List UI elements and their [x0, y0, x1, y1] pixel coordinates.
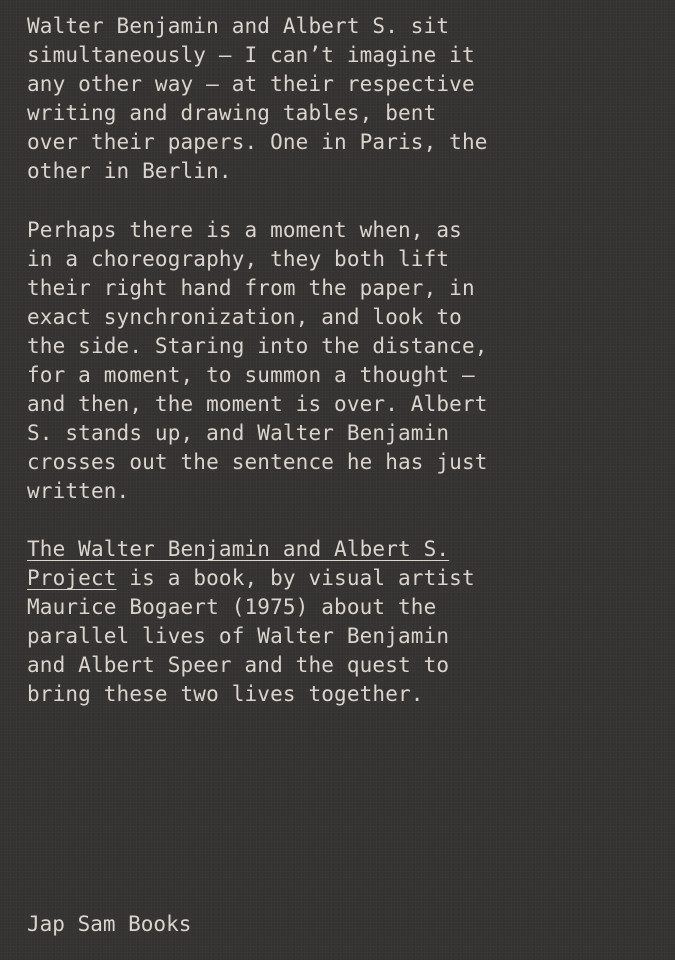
text-line: writing and drawing tables, bent: [27, 101, 437, 125]
text-line: bring these two lives together.: [27, 682, 424, 706]
text-line: Maurice Bogaert (1975) about the: [27, 595, 437, 619]
publisher-name: Jap Sam Books: [27, 912, 192, 936]
text-line: S. stands up, and Walter Benjamin: [27, 421, 450, 445]
text-line: the side. Staring into the distance,: [27, 334, 488, 358]
text-line: crosses out the sentence he has just: [27, 450, 488, 474]
text-line: any other way – at their respective: [27, 72, 475, 96]
paragraph-choreography: [27, 216, 627, 506]
text-line: Walter Benjamin and Albert S. sit: [27, 14, 450, 38]
text-line: over their papers. One in Paris, the: [27, 130, 488, 154]
text-line: their right hand from the paper, in: [27, 276, 475, 300]
text-line: exact synchronization, and look to: [27, 305, 462, 329]
text-line: is a book, by visual artist: [116, 566, 475, 590]
text-line: parallel lives of Walter Benjamin: [27, 624, 450, 648]
text-line: and Albert Speer and the quest to: [27, 653, 450, 677]
text-line: in a choreography, they both lift: [27, 247, 450, 271]
text-line: written.: [27, 479, 130, 503]
paragraph-intro: [27, 12, 627, 186]
text-line: for a moment, to summon a thought –: [27, 363, 475, 387]
text-line: simultaneously – I can’t imagine it: [27, 43, 475, 67]
paragraph-book-description: [27, 535, 627, 709]
text-line: and then, the moment is over. Albert: [27, 392, 488, 416]
text-line: Perhaps there is a moment when, as: [27, 218, 462, 242]
book-title-line-1: The Walter Benjamin and Albert S.: [27, 537, 450, 561]
book-title-line-2: Project: [27, 566, 117, 590]
text-line: other in Berlin.: [27, 159, 232, 183]
